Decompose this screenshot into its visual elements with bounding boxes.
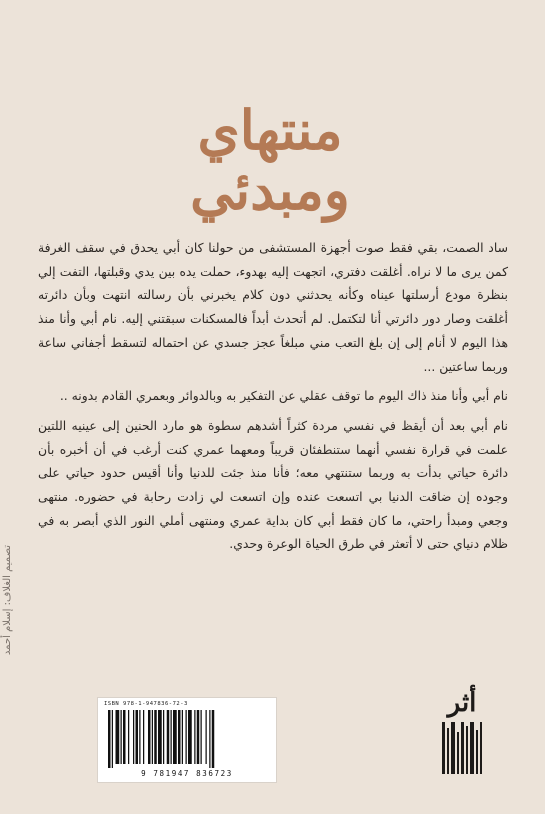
blurb-paragraph-3: نام أبي بعد أن أيقظ في نفسي مردة كثراً أشدهم سطوة هو مارد الحنين إلى عينيه اللتين علمت في قرارة نفسي أنهما ستنطفئان قريباً ومعهما عمري كنت أرغب في أن أخبره بأن دائرة حياتي بدأت به وربما ستنتهي معه؛ فأنا منذ جئت للدنيا وأنا أقيس حدود حياتي على وجوده إن ضاقت الدنيا بي اتسعت عنده وإن اتسعت لي زادت رحابة في حضوره. منتهى وجعي ومبدأ راحتي، ما كان فقط أبي كان بداية عمري ومنتهى أملي النور الذي أبصر به في ظلام دنياي حتى لا أتعثر في طرق الحياة الوعرة وحدي.: [38, 417, 508, 552]
publisher-barcode-mark-icon: [442, 722, 482, 774]
isbn-number-bottom: 9 781947 836723: [141, 769, 233, 778]
isbn-barcode: [97, 697, 277, 783]
blurb-text: [38, 236, 508, 562]
cover-designer-credit: تصميم الغلاف: إسلام أحمد: [2, 544, 13, 656]
blurb-paragraph-2: نام أبي وأنا منذ ذاك اليوم ما توقف عقلي عن التفكير به وبالدوائر وبعمري القادم بدونه ..: [59, 388, 508, 404]
book-title-line-1: منتهاي: [197, 98, 343, 162]
barcode-bars-icon: [108, 710, 266, 768]
publisher-logo-text: أثر: [447, 688, 477, 718]
isbn-number-top: ISBN 978-1-947836-72-3: [104, 701, 188, 707]
publisher-logo: [438, 688, 486, 788]
book-title-line-2: ومبدئي: [190, 158, 350, 222]
blurb-paragraph-1: ساد الصمت، بقي فقط صوت أجهزة المستشفى من حولنا كان أبي يحدق في سقف الغرفة كمن يرى ما لا نراه. أغلقت دفتري، اتجهت إليه بهدوء، حملت يده بين يدي وقبلتها، التفت إلي بنظرة مودع أرسلتها عيناه وكأنه يحدثني دون كلام يخبرني بأن رسالته انتهت وبأن دائرته أغلقت وصار دور دائرتي أنا لتكتمل. لم أتحدث أبداً فالمسكنات سبقتني إليه. نام أبي وأنا منذ هذا اليوم لا أنام إلى إن بلغ التعب مني مبلغاً عجز جسدي عن احتماله لتسقط أجفاني ساعة وربما ساعتين ...: [38, 240, 508, 374]
